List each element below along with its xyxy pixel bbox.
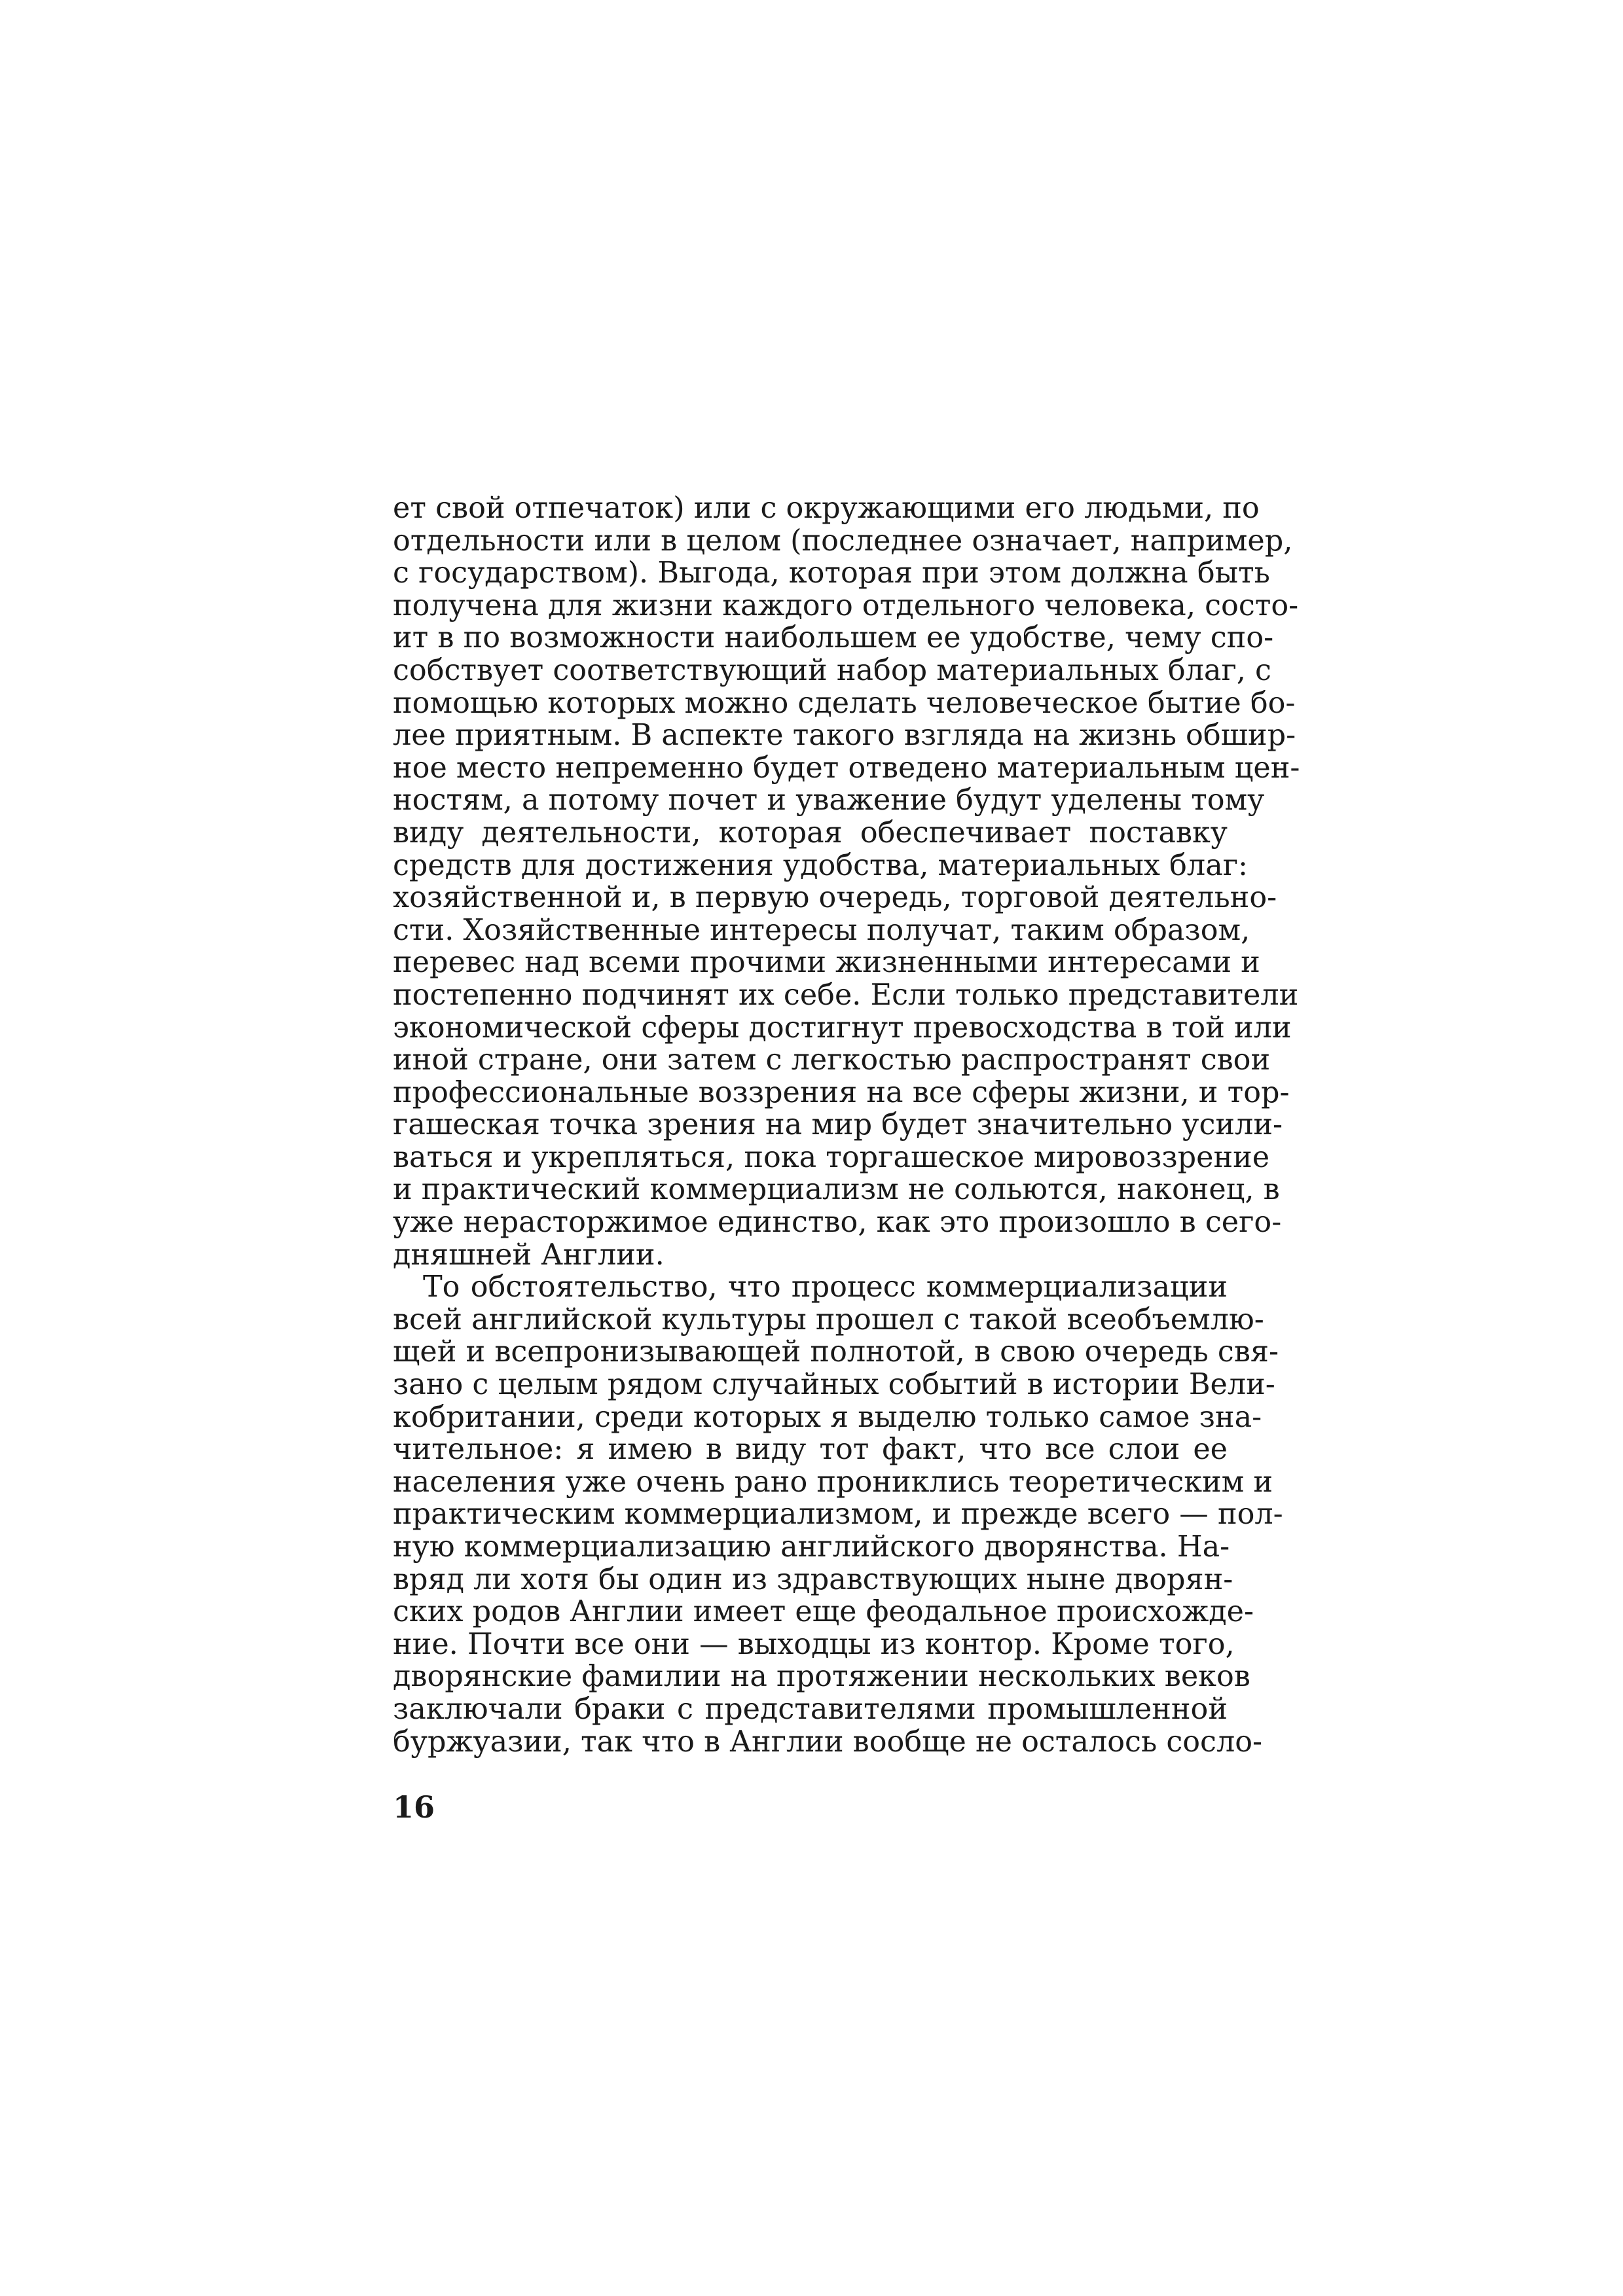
text-line: ную коммерциализацию английского дворянства. На- [393,1530,1230,1564]
text-line: постепенно подчинят их себе. Если только представители [393,978,1299,1012]
text-line: получена для жизни каждого отдельного человека, состо- [393,588,1299,622]
text-line: ет свой отпечаток) или с окружающими его людьми, по [393,492,1260,525]
text-line: дняшней Англии. [393,1238,665,1272]
text-line: экономической сферы достигнут превосходства в той или [393,1011,1292,1045]
text-line: населения уже очень рано прониклись теоретическим и [393,1465,1273,1499]
text-line: ное место непременно будет отведено материальным цен- [393,751,1300,785]
text-line: уже нерасторжимое единство, как это произошло в сего- [393,1206,1282,1240]
text-line: отдельности или в целом (последнее означает, например, [393,524,1293,558]
text-line: хозяйственной и, в первую очередь, торговой деятельно- [393,881,1277,915]
text-line: То обстоятельство, что процесс коммерциализации [423,1270,1228,1304]
text-line: щей и всепронизывающей полнотой, в свою очередь свя- [393,1335,1279,1369]
text-line: заключали браки с представителями промышленной [393,1692,1228,1726]
text-line: перевес над всеми прочими жизненными интересами и [393,946,1260,980]
page-number: 16 [393,1789,435,1825]
text-line: практическим коммерциализмом, и прежде всего — пол- [393,1498,1283,1532]
text-line: с государством). Выгода, которая при этом должна быть [393,556,1270,590]
text-line: средств для достижения удобства, материальных благ: [393,848,1249,882]
paragraph-1 [393,492,1300,1272]
text-line: ностям, а потому почет и уважение будут уделены тому [393,783,1265,817]
text-line: помощью которых можно сделать человеческое бытие бо- [393,686,1296,720]
text-line: гашеская точка зрения на мир будет значительно усили- [393,1108,1283,1142]
text-line: зано с целым рядом случайных событий в истории Вели- [393,1368,1275,1402]
text-line: ние. Почти все они — выходцы из контор. Кроме того, [393,1627,1235,1661]
paragraph-2 [393,1270,1283,1759]
text-line: виду деятельности, которая обеспечивает поставку [393,816,1228,850]
text-line: собствует соответствующий набор материальных благ, с [393,653,1271,687]
text-line: ваться и укрепляться, пока торгашеское мировоззрение [393,1140,1270,1174]
text-line: буржуазии, так что в Англии вообще не осталось сосло- [393,1725,1263,1759]
text-line: ит в по возможности наибольшем ее удобстве, чему спо- [393,621,1274,655]
text-line: вряд ли хотя бы один из здравствующих ныне дворян- [393,1562,1233,1596]
text-line: сти. Хозяйственные интересы получат, таким образом, [393,913,1250,947]
text-line: лее приятным. В аспекте такого взгляда на жизнь обшир- [393,719,1296,753]
text-line: всей английской культуры прошел с такой всеобъемлю- [393,1302,1264,1336]
text-line: иной стране, они затем с легкостью распространят свои [393,1043,1271,1077]
body-text [393,492,1300,1759]
text-line: профессиональные воззрения на все сферы жизни, и тор- [393,1075,1290,1109]
text-line: чительное: я имею в виду тот факт, что все слои ее [393,1433,1228,1467]
text-line: и практический коммерциализм не сольются, наконец, в [393,1173,1280,1207]
text-line: кобритании, среди которых я выделю только самое зна- [393,1400,1262,1434]
text-line: дворянские фамилии на протяжении нескольких веков [393,1660,1250,1694]
text-line: ских родов Англии имеет еще феодальное происхожде- [393,1595,1254,1629]
